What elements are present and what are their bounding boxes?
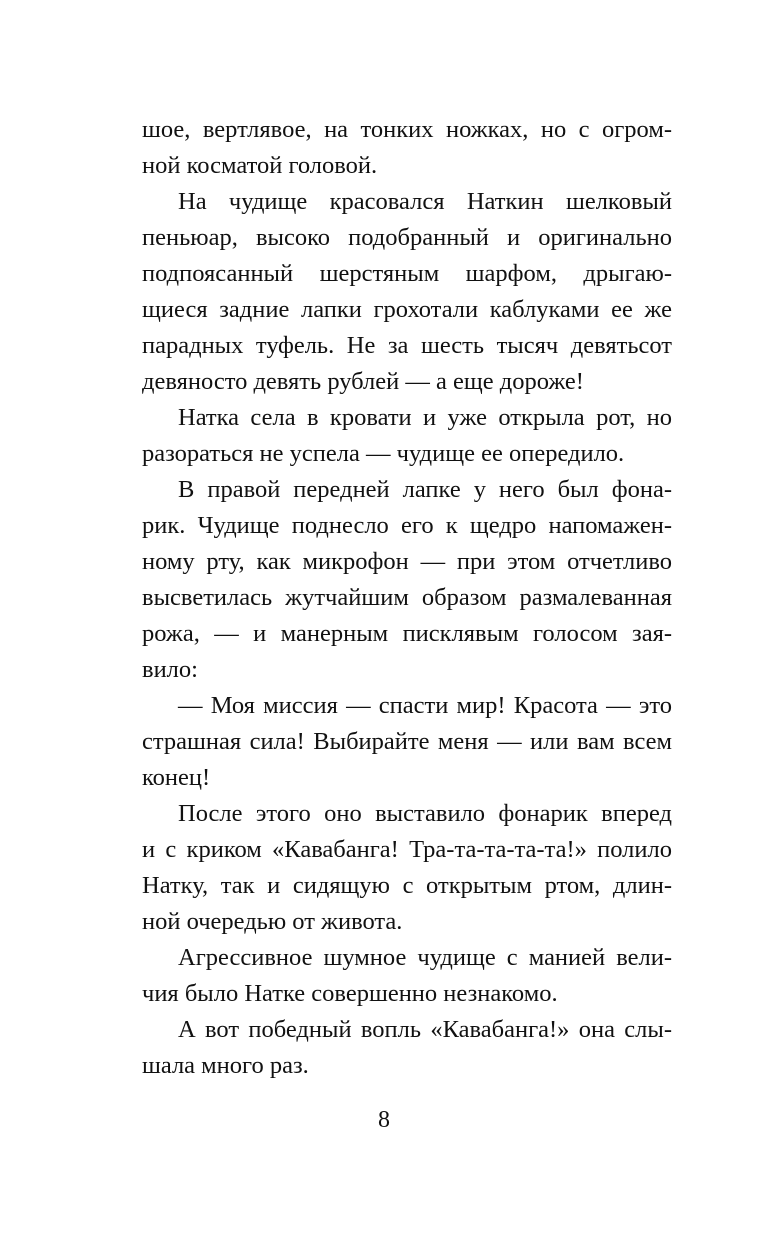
text-line: девяносто девять рублей — а еще дороже! <box>142 368 584 395</box>
text-line: шое, вертлявое, на тонких ножках, но с огром- <box>142 116 672 143</box>
text-line: рожа, — и манерным писклявым голосом зая- <box>142 620 672 647</box>
text-line: ной очередью от живота. <box>142 908 403 935</box>
text-line: ному рту, как микрофон — при этом отчетливо <box>142 548 672 575</box>
text-line: разораться не успела — чудище ее опередило. <box>142 440 625 467</box>
page-number: 8 <box>378 1107 390 1133</box>
paragraph-5 <box>142 688 672 796</box>
paragraph-3 <box>142 400 672 472</box>
text-line: и с криком «Кавабанга! Тра-та-та-та-та!» полило <box>142 836 672 863</box>
text-line: — Моя миссия — спасти мир! Красота — это <box>178 692 672 719</box>
text-line: На чудище красовался Наткин шелковый <box>178 188 672 215</box>
text-line: рик. Чудище поднесло его к щедро напомажен- <box>142 512 672 539</box>
text-line: конец! <box>142 764 211 791</box>
paragraph-6 <box>142 796 672 940</box>
text-line: После этого оно выставило фонарик вперед <box>178 800 672 827</box>
paragraph-8 <box>142 1012 672 1084</box>
text-line: Агрессивное шумное чудище с манией вели- <box>178 944 672 971</box>
text-line: В правой передней лапке у него был фона- <box>178 476 672 503</box>
text-line: щиеся задние лапки грохотали каблуками ее же <box>142 296 672 323</box>
text-line: парадных туфель. Не за шесть тысяч девятьсот <box>142 332 672 359</box>
text-line: шала много раз. <box>142 1052 309 1079</box>
text-line: страшная сила! Выбирайте меня — или вам всем <box>142 728 672 755</box>
paragraph-2 <box>142 184 672 400</box>
text-line: ной косматой головой. <box>142 152 378 179</box>
text-line: чия было Натке совершенно незнакомо. <box>142 980 558 1007</box>
body-text <box>142 112 672 1084</box>
text-line: вило: <box>142 656 198 683</box>
text-line: пеньюар, высоко подобранный и оригинально <box>142 224 672 251</box>
text-line: А вот победный вопль «Кавабанга!» она слы- <box>178 1016 672 1043</box>
paragraph-1 <box>142 112 672 184</box>
text-line: высветилась жутчайшим образом размалеванная <box>142 584 672 611</box>
paragraph-4 <box>142 472 672 688</box>
text-line: Натку, так и сидящую с открытым ртом, длин- <box>142 872 672 899</box>
text-line: подпоясанный шерстяным шарфом, дрыгаю- <box>142 260 672 287</box>
text-line: Натка села в кровати и уже открыла рот, но <box>178 404 672 431</box>
paragraph-7 <box>142 940 672 1012</box>
